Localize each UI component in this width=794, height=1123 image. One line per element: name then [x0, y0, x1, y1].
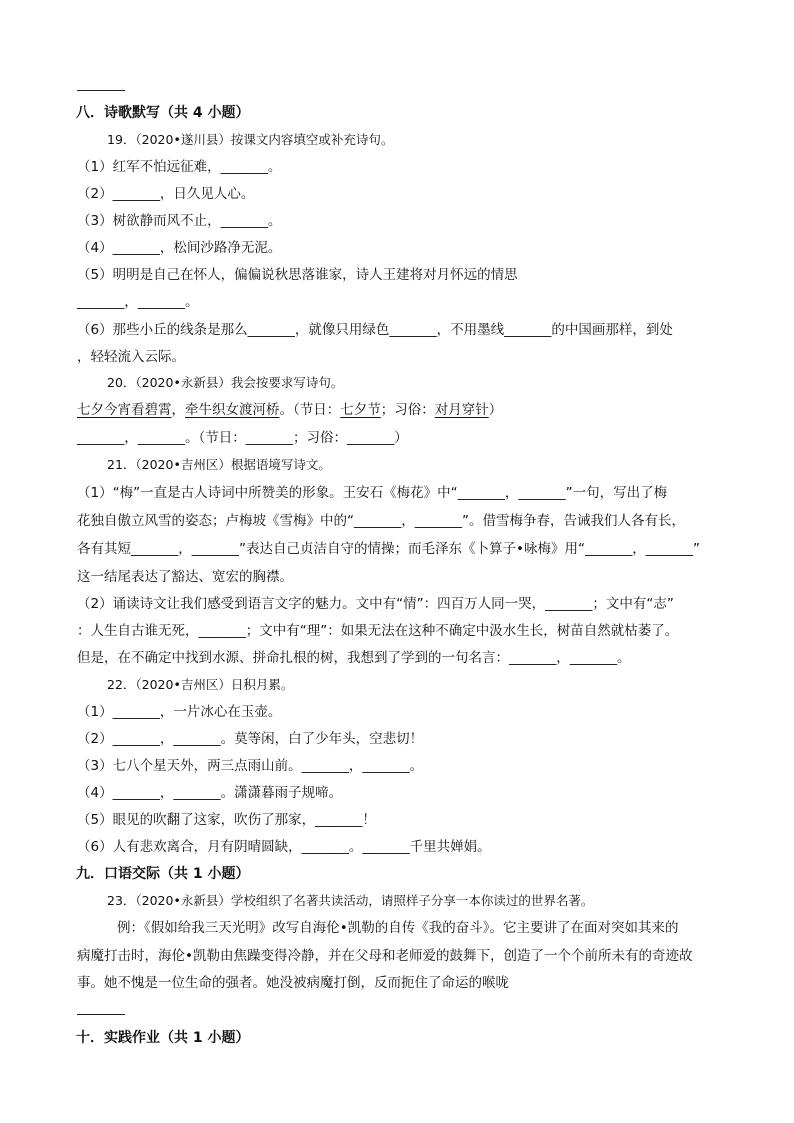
q19-line-4: （4）_______，松间沙路净无泥。 [77, 240, 282, 256]
q20-example-poem-2: 牵牛织女渡河桥 [185, 402, 280, 418]
top-rule [77, 90, 125, 91]
q22-line-2: （2）_______，_______。莫等闲，白了少年头，空悲切！ [77, 731, 424, 747]
q21-line-4: 这一结尾表达了豁达、宽宏的胸襟。 [77, 569, 293, 585]
q21-line-5: （2）诵读诗文让我们感受到语言文字的魅力。文中有“情”：四百万人同一哭，_______；文中有“志” [77, 596, 674, 612]
section-10-heading: 十．实践作业（共 1 小题） [76, 1030, 250, 1046]
q19-line-5: （5）明明是自己在怀人，偏偏说秋思落谁家，诗人王建将对月怀远的情思 [77, 267, 518, 283]
q20-example-mid: 。（节日： [279, 402, 341, 418]
q20-example-custom-label: ；习俗： [380, 402, 435, 418]
q23-line-2: 病魔打击时，海伦•凯勒由焦躁变得冷静，并在父母和老师爱的鼓舞下，创造了一个个前所未有的奇迹故 [77, 948, 693, 964]
q23-stem: 23．（2020•永新县）学校组织了名著共读活动，请照样子分享一本你读过的世界名著。 [107, 893, 594, 908]
q22-line-4: （4）_______，_______。潇潇暮雨子规啼。 [77, 785, 343, 801]
q23-line-3: 事。她不愧是一位生命的强者。她没被病魔打倒，反而扼住了命运的喉咙 [77, 975, 509, 991]
q19-line-3: （3）树欲静而风不止，_______。 [77, 213, 282, 229]
q20-example-custom: 对月穿针 [434, 402, 489, 418]
q22-line-5: （5）眼见的吹翻了这家，吹伤了那家，_______！ [77, 812, 376, 828]
q21-line-2: 花独自傲立风雪的姿态；卢梅坡《雪梅》中的“_______，_______”。借雪梅争春，告诫我们人各有长， [77, 513, 685, 529]
q22-line-3: （3）七八个星天外，两三点雨山前。_______，_______。 [77, 758, 424, 774]
q22-line-6: （6）人有悲欢离合，月有阴晴圆缺，_______。_______千里共婵娟。 [77, 839, 491, 855]
q21-line-1: （1）“梅”一直是古人诗词中所赞美的形象。王安石《梅花》中“_______，_______”一句，写出了梅 [77, 485, 668, 501]
q22-stem: 22．（2020•吉州区）日积月累。 [107, 677, 294, 692]
section-9-heading: 九．口语交际（共 1 小题） [76, 866, 250, 882]
q23-line-1: 例：《假如给我三天光明》改写自海伦•凯勒的自传《我的奋斗》。它主要讲了在面对突如其来的 [117, 920, 679, 936]
q20-example-sep: ， [171, 402, 185, 418]
q19-line-6: （6）那些小丘的线条是那么_______，就像只用绿色_______，不用墨线_______的中国画那样，到处 [77, 322, 673, 338]
q19-line-6b: ，轻轻流入云际。 [77, 349, 185, 365]
section-8-heading: 八．诗歌默写（共 4 小题） [76, 105, 250, 121]
q21-line-3: 各有其短_______，_______”表达自己贞洁自守的情操；而毛泽东《卜算子•咏梅》用“_______，_______” [77, 541, 700, 557]
q19-line-2: （2）_______，日久见人心。 [77, 186, 255, 202]
q20-stem: 20．（2020•永新县）我会按要求写诗句。 [107, 375, 344, 390]
q22-line-1: （1）_______，一片冰心在玉壶。 [77, 704, 282, 720]
q20-answer-line: _______，_______。（节日：_______；习俗：_______） [77, 430, 408, 446]
bottom-rule [77, 1014, 125, 1015]
q19-stem: 19．（2020•遂川县）按课文内容填空或补充诗句。 [107, 132, 394, 147]
q19-line-1: （1）红军不怕远征难，_______。 [77, 159, 282, 175]
q20-example-end: ） [488, 402, 503, 418]
q19-line-5b: _______，_______。 [77, 294, 199, 310]
q20-example-festival: 七夕节 [340, 402, 381, 418]
q21-line-6: ：人生自古谁无死，_______；文中有“理”：如果无法在这种不确定中汲水生长，树苗自然就枯萎了。 [77, 623, 679, 639]
q21-stem: 21．（2020•吉州区）根据语境写诗文。 [107, 457, 331, 472]
q20-example [77, 400, 502, 420]
q20-example-poem-1: 七夕今宵看碧霄 [77, 402, 172, 418]
q21-line-7: 但是，在不确定中找到水源、拼命扎根的树，我想到了学到的一句名言：_______，_______。 [77, 650, 631, 666]
